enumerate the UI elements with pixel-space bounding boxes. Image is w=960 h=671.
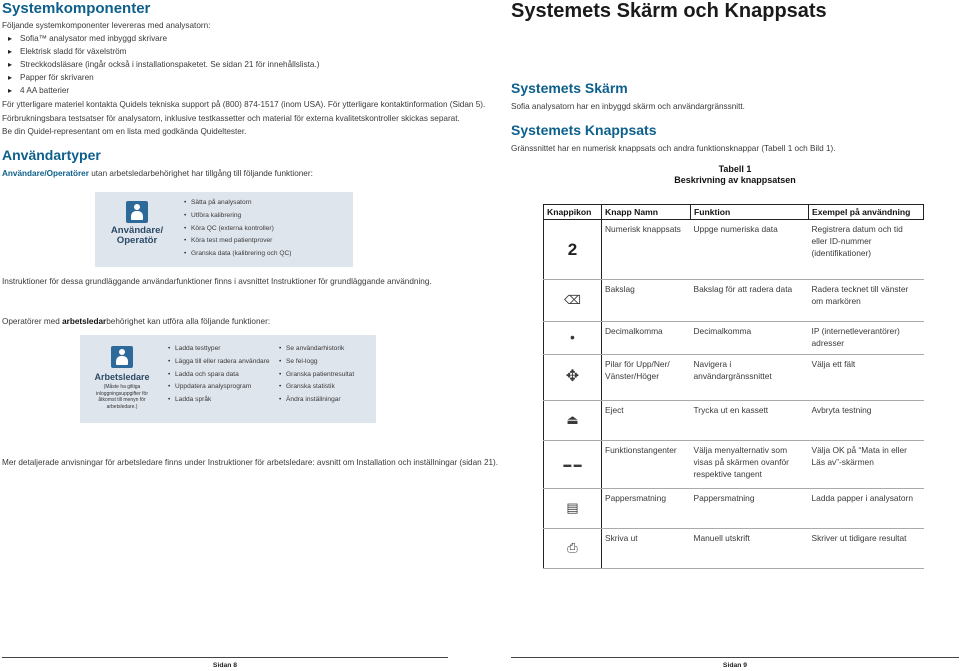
consumables-paragraph: Förbrukningsbara testsatser för analysatorn, inklusive testkassetter och material för externa kvalitetskontroller skickas separat.	[2, 114, 460, 123]
table-row	[544, 489, 924, 529]
list-item: • Se fel-logg	[279, 356, 354, 369]
table-row	[544, 220, 924, 280]
keypad-title: Systemets Knappsats	[511, 122, 657, 138]
cell-example: Registrera datum och tid eller ID-nummer (identifikationer)	[809, 220, 924, 280]
cell-example: Avbryta testning	[809, 401, 924, 441]
operators-rest: utan arbetsledarbehörighet har tillgång till följande funktioner:	[88, 169, 313, 178]
components-list	[8, 32, 319, 97]
cell-example: IP (internetleverantörer) adresser	[809, 322, 924, 355]
list-item: ▸ Sofia™ analysator med inbyggd skrivare	[8, 32, 319, 45]
operators-intro	[2, 167, 313, 180]
cell-example: Välja OK på “Mata in eller Läs av”-skärmen	[809, 441, 924, 489]
supervisor-functions-col1	[168, 343, 270, 407]
supervisor-bold: arbetsledar	[62, 317, 107, 326]
header-name: Knapp Namn	[602, 205, 691, 220]
table-row	[544, 280, 924, 322]
section-title-components: Systemkomponenter	[2, 0, 151, 17]
decimal-point-icon: •	[570, 329, 575, 345]
table-caption	[511, 164, 959, 186]
operators-bold: Användare/Operatörer	[2, 169, 89, 178]
cell-function: Uppge numeriska data	[691, 220, 809, 280]
keypad-text: Gränssnittet har en numerisk knappsats och andra funktionsknappar (Tabell 1 och Bild 1).	[511, 144, 836, 153]
list-item: • Köra QC (externa kontroller)	[184, 223, 291, 236]
cell-example: Radera tecknet till vänster om markören	[809, 280, 924, 322]
list-item: • Utföra kalibrering	[184, 210, 291, 223]
keypad-table	[543, 204, 924, 569]
list-item: • Uppdatera analysprogram	[168, 381, 270, 394]
cell-name: Eject	[602, 401, 691, 441]
operator-label: Användare/ Operatör	[110, 225, 164, 246]
keypad-table-wrapper	[543, 204, 924, 569]
cell-name: Numerisk knappsats	[602, 220, 691, 280]
list-item: • Granska data (kalibrering och QC)	[184, 248, 291, 261]
supervisor-functions-col2	[279, 343, 354, 407]
page-number-left: Sidan 8	[212, 662, 238, 669]
numeric-key-icon: 2	[567, 239, 578, 259]
eject-icon: ⏏	[566, 412, 579, 427]
cell-example: Välja ett fält	[809, 355, 924, 401]
list-item: • Granska patientresultat	[279, 369, 354, 382]
screen-text: Sofia analysatorn har en inbyggd skärm och användargränssnitt.	[511, 102, 745, 111]
components-intro: Följande systemkomponenter levereras med analysatorn:	[2, 21, 211, 30]
cell-function: Manuell utskrift	[691, 529, 809, 569]
cell-function: Navigera i användargränssnittet	[691, 355, 809, 401]
right-footer-rule	[511, 657, 959, 658]
table-row	[544, 355, 924, 401]
cell-name: Pilar för Upp/Ner/ Vänster/Höger	[602, 355, 691, 401]
support-paragraph: För ytterligare materiel kontakta Quidels tekniska support på (800) 874-1517 (inom USA). För ytterligare kontaktinformation (Sidan 5).	[2, 100, 486, 109]
list-item: • Sätta på analysatorn	[184, 197, 291, 210]
supervisor-label: Arbetsledare	[94, 372, 150, 382]
function-keys-icon: ▬ ▬	[563, 460, 582, 469]
cell-name: Bakslag	[602, 280, 691, 322]
operator-functions	[184, 197, 291, 261]
supervisor-note: (Måste ha giltiga inloggningsuppgifter för åtkomst till menyn för arbetsledare.)	[96, 384, 148, 410]
cell-function: Bakslag för att radera data	[691, 280, 809, 322]
list-item: • Lägga till eller radera användare	[168, 356, 270, 369]
list-item: ▸ Elektrisk sladd för växelström	[8, 45, 319, 58]
table-row	[544, 322, 924, 355]
supervisor-user-icon	[111, 346, 133, 368]
page-number-right: Sidan 9	[722, 662, 748, 669]
table-row	[544, 529, 924, 569]
supervisor-box	[80, 335, 376, 423]
cell-name: Funktionstangenter	[602, 441, 691, 489]
operator-user-icon	[126, 201, 148, 223]
supervisor-instructions: Mer detaljerade anvisningar för arbetsledare finns under Instruktioner för arbetsledare: avsnitt om Installation och inställningar (sidan 21).	[2, 458, 499, 467]
list-item: • Se användarhistorik	[279, 343, 354, 356]
header-example: Exempel på användning	[809, 205, 924, 220]
cell-name: Decimalkomma	[602, 322, 691, 355]
cell-name: Skriva ut	[602, 529, 691, 569]
representative-paragraph: Be din Quidel-representant om en lista med godkända Quideltester.	[2, 127, 247, 136]
cell-example: Ladda papper i analysatorn	[809, 489, 924, 529]
section-title-screen-keypad: Systemets Skärm och Knappsats	[511, 0, 827, 22]
operator-box	[95, 192, 353, 267]
paper-feed-icon: ▤	[566, 500, 579, 515]
table-header-row	[544, 205, 924, 220]
left-footer-rule	[2, 657, 448, 658]
cell-function: Trycka ut en kassett	[691, 401, 809, 441]
list-item: • Ladda testtyper	[168, 343, 270, 356]
screen-title: Systemets Skärm	[511, 80, 628, 96]
supervisor-post: behörighet kan utföra alla följande funktioner:	[106, 317, 271, 326]
list-item: ▸ 4 AA batterier	[8, 84, 319, 97]
header-function: Funktion	[691, 205, 809, 220]
list-item: • Granska statistik	[279, 381, 354, 394]
backspace-icon: ⌫	[564, 293, 581, 307]
cell-function: Decimalkomma	[691, 322, 809, 355]
table-row	[544, 441, 924, 489]
cell-example: Skriver ut tidigare resultat	[809, 529, 924, 569]
list-item: ▸ Streckkodsläsare (ingår också i installationspaketet. Se sidan 21 för innehållslista.)	[8, 58, 319, 71]
table-title: Tabell 1	[718, 164, 752, 174]
list-item: • Ladda och spara data	[168, 369, 270, 382]
table-subtitle: Beskrivning av knappsatsen	[674, 175, 796, 185]
list-item: • Köra test med patientprover	[184, 235, 291, 248]
supervisor-pre: Operatörer med	[2, 317, 63, 326]
cell-function: Pappersmatning	[691, 489, 809, 529]
cell-function: Välja menyalternativ som visas på skärmen ovanför respektive tangent	[691, 441, 809, 489]
table-row	[544, 401, 924, 441]
section-title-users: Användartyper	[2, 147, 101, 163]
list-item: ▸ Papper för skrivaren	[8, 71, 319, 84]
header-icon: Knappikon	[544, 205, 602, 220]
print-icon: ⎙	[567, 540, 578, 555]
list-item: • Ladda språk	[168, 394, 270, 407]
supervisor-intro	[2, 315, 270, 328]
operator-instructions: Instruktioner för dessa grundläggande användarfunktioner finns i avsnittet Instruktioner för grundläggande användning.	[2, 277, 432, 286]
list-item: • Ändra inställningar	[279, 394, 354, 407]
arrow-keys-icon: ✥	[565, 368, 580, 385]
cell-name: Pappersmatning	[602, 489, 691, 529]
